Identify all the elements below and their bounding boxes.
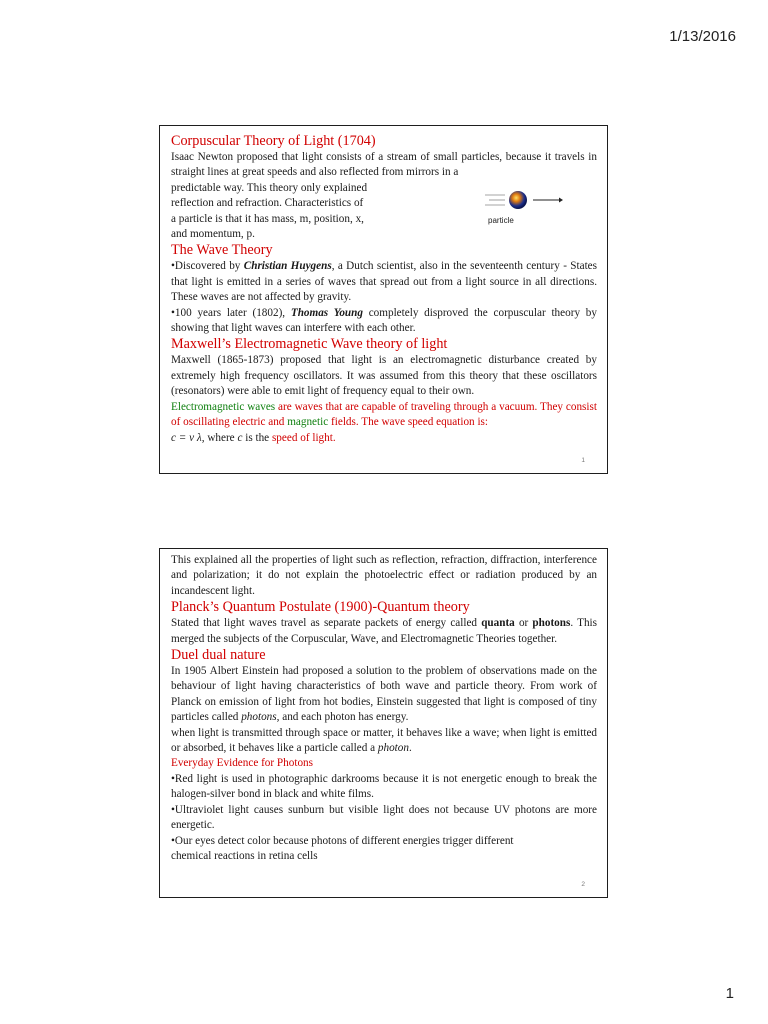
wave-speed-equation: c = ν λ, where c is the speed of light. [171, 431, 336, 444]
huygens-name: Christian Huygens [243, 260, 332, 273]
wave-bullet-1: •Discovered by Christian Huygens, a Dutch scientist, also in the seventeenth century - States that light is emitted in a series of waves that spread out from a light source in all directions. These waves are not affected by gravity. [171, 260, 597, 304]
evidence-bullet-2: •Ultraviolet light causes sunburn but visible light does not because UV photons are more energetic. [171, 803, 597, 832]
evidence-bullet-3: •Our eyes detect color because photons of different energies trigger different chemical reactions in retina cells [171, 834, 514, 862]
slide-number: 1 [581, 457, 585, 464]
dual-nature-paragraph-2: when light is transmitted through space or matter, it behaves like a wave; when light is emitted or absorbed, it behaves like a particle called a photon. [171, 726, 597, 755]
evidence-title: Everyday Evidence for Photons [171, 757, 313, 770]
young-name: Thomas Young [290, 306, 363, 319]
heading-planck-postulate: Planck’s Quantum Postulate (1900)-Quantum theory [171, 599, 470, 616]
corpuscular-paragraph-rest [171, 181, 391, 243]
heading-maxwell-theory: Maxwell’s Electromagnetic Wave theory of light [171, 336, 448, 353]
corpuscular-paragraph-top: Isaac Newton proposed that light consists of a stream of small particles, because it travels in straight lines at great speeds and also reflected from mirrors in a [171, 151, 597, 179]
photons-term: photons [532, 617, 571, 630]
quanta-term: quanta [481, 617, 515, 630]
em-wave-paragraph: Electromagnetic waves are waves that are capable of traveling through a vacuum. They consist of oscillating electric and magnetic fields. The wave speed equation is: [171, 400, 597, 429]
evidence-bullet-1: •Red light is used in photographic darkrooms because it is not energetic enough to break the halogen-silver bond in black and white films. [171, 772, 597, 801]
maxwell-paragraph: Maxwell (1865-1873) proposed that light is an electromagnetic disturbance created by extremely high frequency oscillators. It was assumed from this theory that these oscillators (resonators) were able to emit light of frequency equal to their own. [171, 354, 597, 398]
particle-label: particle [488, 215, 514, 225]
planck-paragraph: Stated that light waves travel as separate packets of energy called quanta or photons. This merged the subjects of the Corpuscular, Wave, and Electromagnetic Theories together. [171, 617, 598, 645]
heading-dual-nature: Duel dual nature [171, 647, 266, 664]
page-number: 1 [725, 985, 734, 1002]
wave-bullet-2: •100 years later (1802), Thomas Young completely disproved the corpuscular theory by showing that light waves can interfere with each other. [171, 306, 597, 335]
slide-1 [159, 125, 608, 474]
page-date: 1/13/2016 [669, 28, 736, 45]
slide-number: 2 [581, 881, 585, 888]
heading-wave-theory: The Wave Theory [171, 242, 273, 259]
corpuscular-line: and momentum, p. [171, 228, 255, 241]
corpuscular-line: reflection and refraction. Characteristics of [171, 197, 364, 210]
corpuscular-split [171, 181, 597, 243]
corpuscular-line: a particle is that it has mass, m, position, x, [171, 212, 364, 225]
intro-paragraph: This explained all the properties of light such as reflection, refraction, diffraction, interference and polarization; it do not explain the photoelectric effect or radiation produced by an incandescent light. [171, 554, 597, 597]
slide-2 [159, 548, 608, 898]
corpuscular-line: predictable way. This theory only explained [171, 181, 368, 194]
dual-nature-paragraph-1: In 1905 Albert Einstein had proposed a solution to the problem of observations made on the behaviour of light having characteristics of both wave and particle theory. From work of Planck on emission of light from hot bodies, Einstein suggested that light is composed of tiny particles called photons, and each photon has energy. [171, 665, 597, 724]
particle-figure [391, 181, 597, 243]
heading-corpuscular-theory: Corpuscular Theory of Light (1704) [171, 133, 376, 149]
